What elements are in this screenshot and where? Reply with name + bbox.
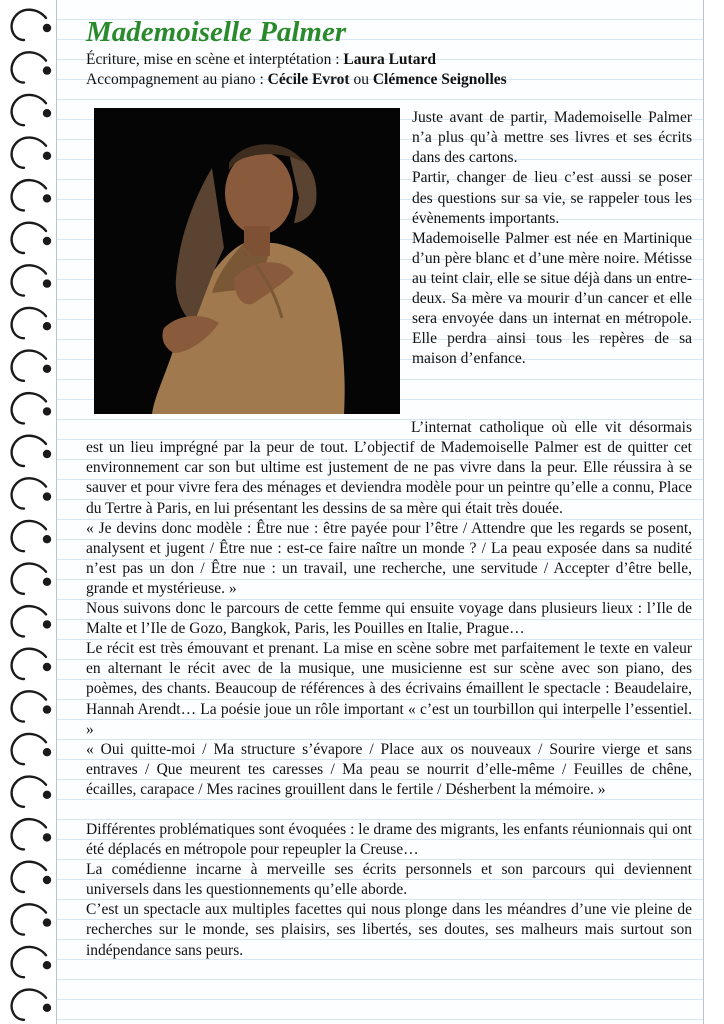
spiral-binding bbox=[0, 0, 60, 1024]
spiral-ring bbox=[12, 819, 52, 849]
paragraph: « Je devins donc modèle : Être nue : être payée pour l’être / Attendre que les regards se posent, analysent et jugent / Être nue : est-ce faire naître un monde ? / La peau exposée dans sa nudité n’est pas un don / Être nue : un travail, une recherche, une servitude / Accepter d’être belle, grande et mystérieuse. » bbox=[86, 519, 692, 597]
spiral-ring bbox=[12, 10, 52, 40]
spiral-ring bbox=[12, 904, 52, 934]
spiral-ring bbox=[12, 478, 52, 508]
paragraph: Juste avant de partir, Mademoiselle Palmer n’a plus qu’à mettre ses livres et ses écrits dans des cartons. bbox=[412, 109, 692, 167]
paragraph: La comédienne incarne à merveille ses écrits personnels et son parcours qui deviennent universels dans les questionnements qu’elle aborde. bbox=[86, 861, 692, 899]
spiral-ring bbox=[12, 521, 52, 551]
spiral-ring bbox=[12, 95, 52, 125]
spacer bbox=[86, 90, 692, 108]
paragraph: « Oui quitte-moi / Ma structure s’évapore / Place aux os nouveaux / Sourire vierge et sans entraves / Que meurent tes caresses / Ma peau se nourrit d’elle-même / Feuilles de chêne, écailles, carapace / Mes racines grouillent dans le fertile / Désherbent la mémoire. » bbox=[86, 740, 692, 798]
spiral-ring bbox=[12, 308, 52, 338]
spiral-ring bbox=[12, 606, 52, 636]
spiral-ring bbox=[12, 393, 52, 423]
spiral-ring bbox=[12, 990, 52, 1020]
spacer bbox=[86, 800, 692, 820]
paragraph: L’internat catholique où elle vit désormais est un lieu imprégné par la peur de tout. L’objectif de Mademoiselle Palmer est de quitter cet environnement car son but ultime est justement de ne pas vivre dans la peur. Elle réussira à se sauver et pour vivre fera des ménages et deviendra modèle pour un peintre qu’elle a connu, Place du Tertre à Paris, en lui présentant les dessins de sa mère qui était très douée. bbox=[86, 419, 692, 517]
page-title: Mademoiselle Palmer bbox=[86, 16, 347, 48]
paragraph: Le récit est très émouvant et prenant. La mise en scène sobre met parfaitement le texte en valeur en alternant le récit avec de la musique, une musicienne est sur scène avec son piano, des poèmes, des chants. Beaucoup de références à des écrivains émaillent le spectacle : Beaudelaire, Hannah Arendt… La poésie joue un rôle important « c’est un tourbillon qui interpelle l’essentiel. » bbox=[86, 640, 692, 738]
spiral-ring bbox=[12, 777, 52, 807]
spiral-ring bbox=[12, 564, 52, 594]
spiral-ring bbox=[12, 649, 52, 679]
spiral-ring bbox=[12, 265, 52, 295]
spiral-ring bbox=[12, 436, 52, 466]
spiral-ring bbox=[12, 734, 52, 764]
paragraph: Différentes problématiques sont évoquées : le drame des migrants, les enfants réunionnais qui ont été déplacés en métropole pour repeupler la Creuse… bbox=[86, 820, 692, 859]
paragraph: Mademoiselle Palmer est née en Martinique d’un père blanc et d’une mère noire. Métisse au teint clair, elle se situe déjà dans un entre-deux. Sa mère va mourir d’un cancer et elle sera envoyée dans un internat en métropole. Elle perdra ainsi tous les repères de sa maison d’enfance. bbox=[412, 229, 692, 368]
credit-writing: Écriture, mise en scène et interptétation : Laura Lutard bbox=[86, 51, 436, 68]
performer-photo bbox=[94, 108, 400, 414]
spiral-ring bbox=[12, 180, 52, 210]
performer-photo-icon bbox=[94, 108, 400, 414]
spiral-ring bbox=[12, 223, 52, 253]
credit-piano: Accompagnement au piano : Cécile Evrot ou Clémence Seignolles bbox=[86, 71, 507, 89]
spiral-ring bbox=[12, 691, 52, 721]
spiral-ring bbox=[12, 947, 52, 977]
spiral-ring bbox=[12, 862, 52, 892]
article bbox=[86, 14, 692, 961]
paragraph: Partir, changer de lieu c’est aussi se poser des questions sur sa vie, se rappeler tous les évènements importants. bbox=[412, 169, 692, 227]
spiral-ring bbox=[12, 351, 52, 381]
paragraph: Nous suivons donc le parcours de cette femme qui ensuite voyage dans plusieurs lieux : l’Ile de Malte et l’Ile de Gozo, Bangkok, Paris, les Pouilles en Italie, Prague… bbox=[86, 600, 692, 638]
spiral-ring bbox=[12, 138, 52, 168]
paragraph: C’est un spectacle aux multiples facettes qui nous plonge dans les méandres d’une vie pleine de recherches sur le monde, ses plaisirs, ses libertés, ses doutes, ses malheurs mais surtout son indépendance sans peurs. bbox=[86, 901, 692, 959]
spiral-ring bbox=[12, 52, 52, 82]
